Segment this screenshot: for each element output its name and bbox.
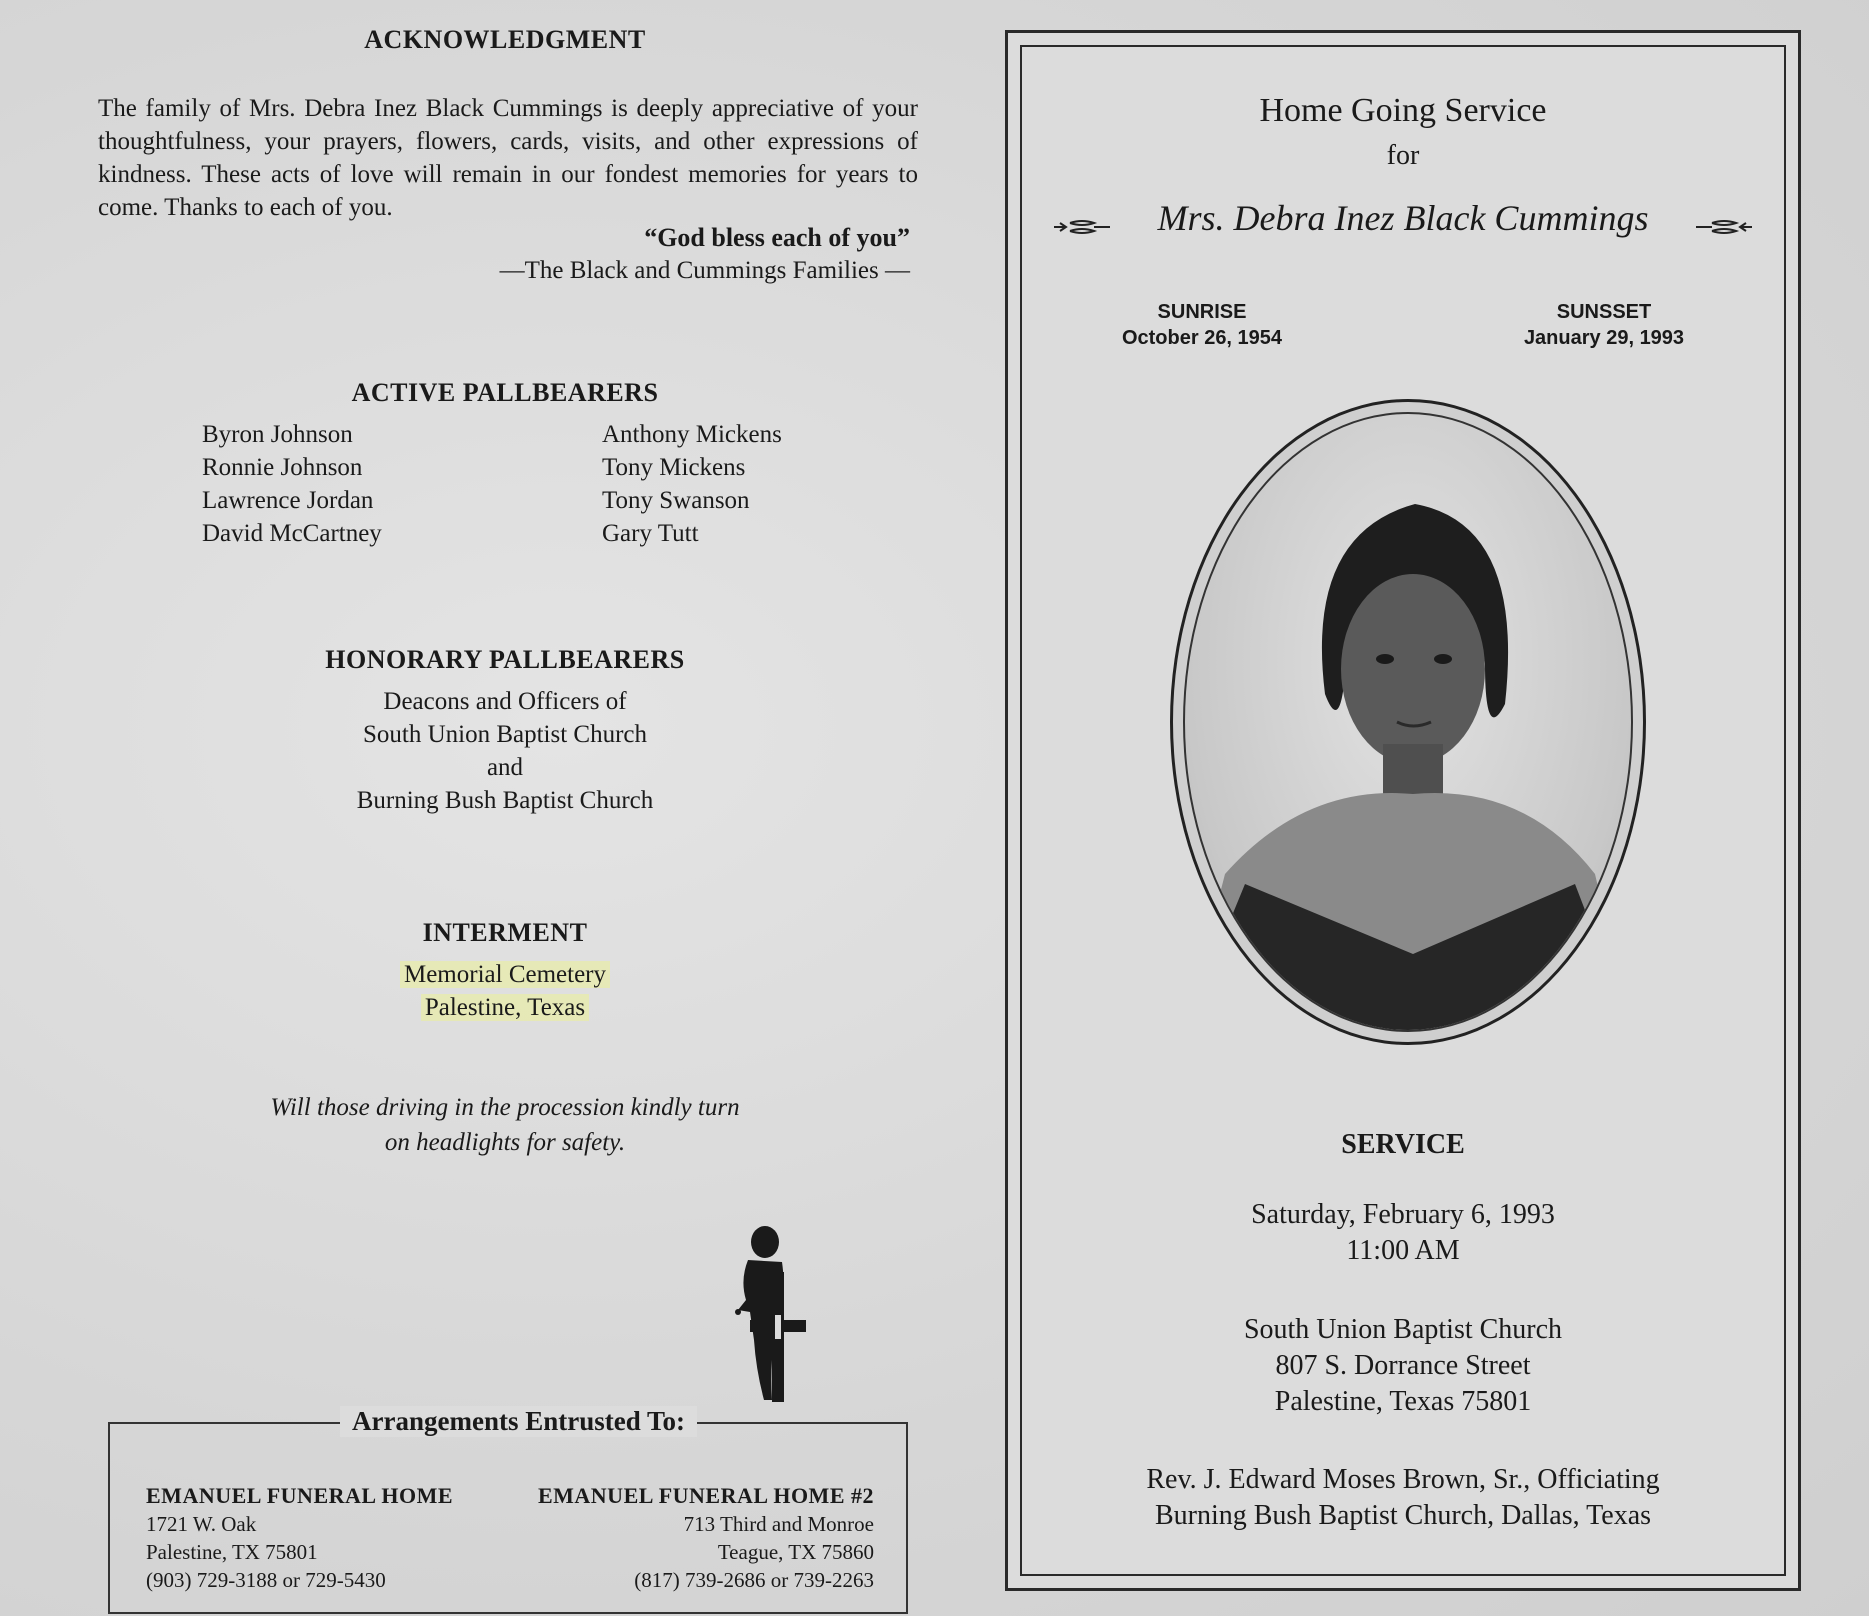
procession-note — [80, 1090, 930, 1160]
acknowledgment-title: ACKNOWLEDGMENT — [364, 25, 646, 54]
pallbearer-name: Lawrence Jordan — [202, 487, 374, 514]
service-city: Palestine, Texas 75801 — [1274, 1386, 1532, 1417]
scroll-ornament-icon — [1694, 217, 1754, 237]
funeral-home-city: Palestine, TX 75801 — [146, 1540, 318, 1564]
service-date: Saturday, February 6, 1993 — [1251, 1199, 1555, 1230]
deceased-name: Mrs. Debra Inez Black Cummings — [1157, 198, 1649, 238]
active-pallbearers-right — [602, 418, 782, 550]
pallbearer-name: Tony Swanson — [602, 487, 750, 514]
honorary-line: Deacons and Officers of — [383, 688, 627, 715]
procession-line: on headlights for safety. — [384, 1129, 626, 1156]
portrait-figure — [1185, 414, 1631, 1030]
service-title: SERVICE — [1341, 1129, 1465, 1160]
sunrise-block — [1082, 299, 1322, 351]
pallbearer-name: Gary Tutt — [602, 520, 699, 547]
program-cover — [1005, 30, 1801, 1591]
service-officiant — [1022, 1462, 1784, 1534]
left-panel — [80, 20, 930, 1600]
service-time: 11:00 AM — [1346, 1235, 1460, 1266]
portrait-frame — [1170, 399, 1646, 1045]
pallbearer-name: David McCartney — [202, 520, 382, 547]
sunset-date: January 29, 1993 — [1523, 327, 1685, 349]
sunrise-date: October 26, 1954 — [1121, 327, 1283, 349]
acknowledgment-text: The family of Mrs. Debra Inez Black Cummings is deeply appreciative of your thoughtfulness, your prayers, flowers, cards, visits, and other expressions of kindness. These acts of love will remain in our fondest memories for years to come. Thanks to each of you. — [98, 95, 918, 221]
arrangements-box — [108, 1406, 908, 1614]
honorary-line: Burning Bush Baptist Church — [356, 787, 654, 814]
funeral-home-name: EMANUEL FUNERAL HOME #2 — [537, 1483, 874, 1508]
pallbearer-name: Tony Mickens — [602, 454, 746, 481]
officiant-church: Burning Bush Baptist Church, Dallas, Texas — [1154, 1500, 1652, 1531]
service-datetime — [1022, 1197, 1784, 1269]
honorary-pallbearers-list — [80, 685, 930, 817]
funeral-home-2 — [538, 1482, 874, 1594]
sunset-block — [1484, 299, 1724, 351]
interment-cemetery: Memorial Cemetery — [400, 961, 610, 988]
honorary-pallbearers-title: HONORARY PALLBEARERS — [325, 645, 685, 674]
funeral-home-phone: (903) 729-3188 or 729-5430 — [146, 1568, 386, 1592]
interment-location: Palestine, Texas — [421, 994, 589, 1021]
service-location — [1022, 1312, 1784, 1420]
pallbearer-name: Ronnie Johnson — [202, 454, 363, 481]
service-street: 807 S. Dorrance Street — [1275, 1350, 1531, 1381]
acknowledgment-signature: —The Black and Cummings Families — — [499, 257, 910, 284]
cross-bearer-figure-icon — [720, 1220, 830, 1410]
sunrise-label: SUNRISE — [1157, 301, 1247, 323]
interment-title: INTERMENT — [422, 918, 588, 947]
officiant-name: Rev. J. Edward Moses Brown, Sr., Officiating — [1146, 1464, 1660, 1495]
service-for: for — [1386, 140, 1420, 171]
service-church: South Union Baptist Church — [1243, 1314, 1563, 1345]
acknowledgment-blessing: “God bless each of you” — [644, 223, 910, 252]
active-pallbearers-left — [202, 418, 382, 550]
funeral-home-1 — [146, 1482, 453, 1594]
procession-line: Will those driving in the procession kindly turn — [270, 1094, 740, 1121]
program-cover-inner-border — [1020, 45, 1786, 1576]
arrangements-title: Arrangements Entrusted To: — [340, 1406, 697, 1437]
funeral-home-city: Teague, TX 75860 — [717, 1540, 874, 1564]
sunset-label: SUNSSET — [1556, 301, 1652, 323]
funeral-home-address: 713 Third and Monroe — [683, 1512, 874, 1536]
pallbearer-name: Byron Johnson — [202, 421, 353, 448]
funeral-home-name: EMANUEL FUNERAL HOME — [146, 1483, 454, 1508]
honorary-line: South Union Baptist Church — [362, 721, 648, 748]
funeral-home-phone: (817) 739-2686 or 739-2263 — [634, 1568, 874, 1592]
portrait-photo — [1183, 412, 1633, 1032]
service-heading: Home Going Service — [1259, 92, 1547, 129]
honorary-line: and — [486, 754, 524, 781]
pallbearer-name: Anthony Mickens — [602, 421, 782, 448]
active-pallbearers-title: ACTIVE PALLBEARERS — [351, 378, 659, 407]
funeral-home-address: 1721 W. Oak — [146, 1512, 257, 1536]
interment-details — [80, 958, 930, 1024]
